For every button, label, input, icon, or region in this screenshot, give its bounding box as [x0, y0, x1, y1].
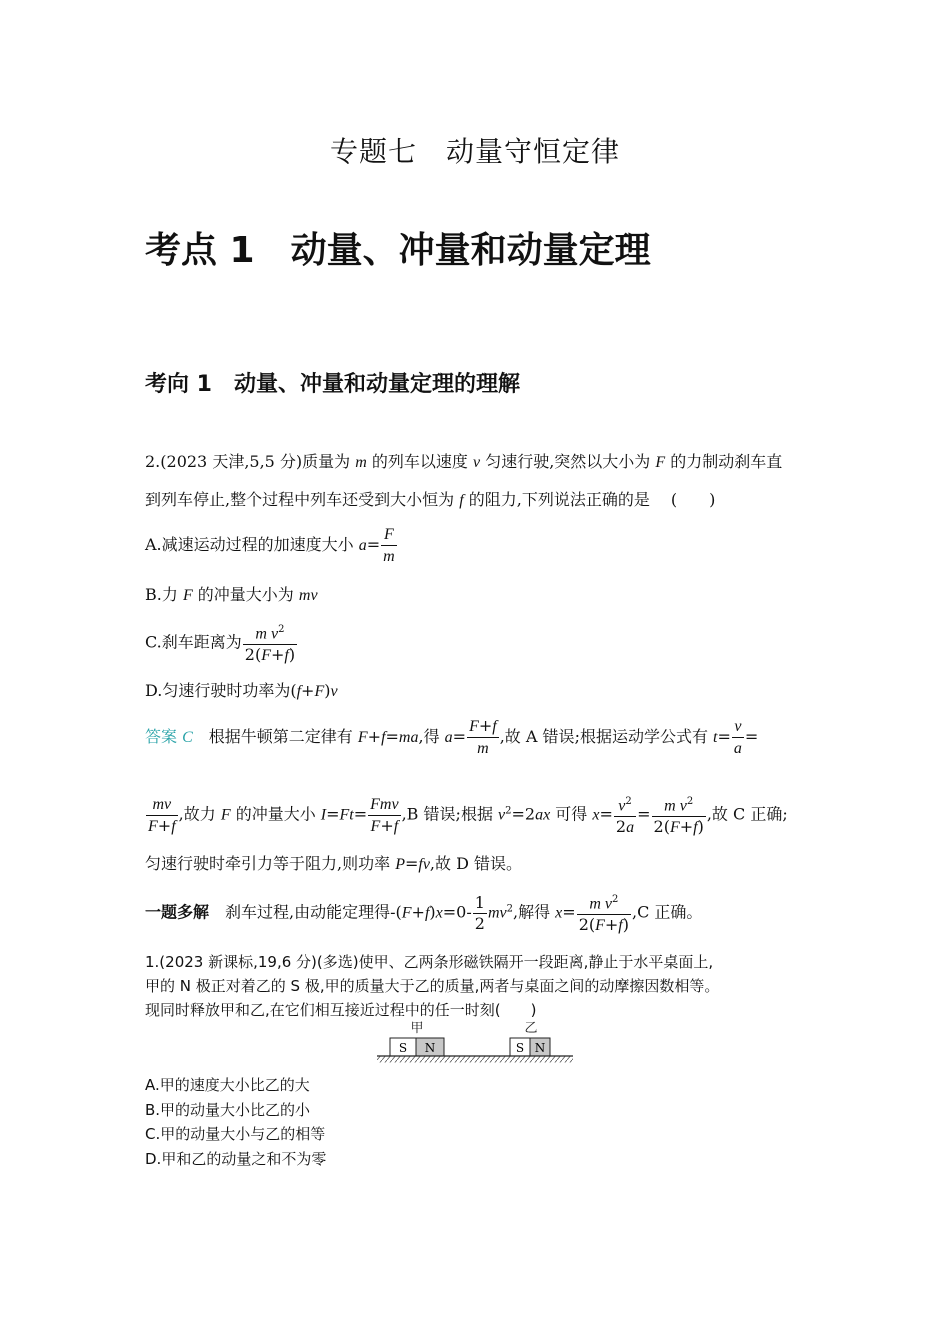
answer-label: 答案 — [145, 727, 178, 746]
multi-solution-label: 一题多解 — [145, 902, 210, 922]
magnet-figure — [377, 1018, 573, 1066]
subsection-title: 考向 1 动量、冲量和动量定理的理解 — [145, 372, 520, 397]
magnet-diagram — [377, 1018, 573, 1066]
q1-option-b: B.甲的动量大小比乙的小 — [145, 1100, 311, 1119]
q2-answer-line1: 答案 C 根据牛顿第二定律有 F+f=ma,得 a= $\frac{F+f}{m}$ ,故 A 错误;根据运动学公式有 t= $\frac{v}{a}$ = — [145, 716, 759, 757]
svg-text:S: S — [398, 1041, 408, 1055]
svg-text:N: N — [424, 1041, 436, 1055]
q1-option-c: C.甲的动量大小与乙的相等 — [145, 1125, 326, 1143]
q1-option-d: D.甲和乙的动量之和不为零 — [145, 1149, 327, 1168]
q2-stem-line1: 2.(2023 天津,5,5 分)质量为 m 的列车以速度 v 匀速行驶,突然以大小为 F 的力制动刹车直 — [145, 452, 783, 471]
q2-answer-line3: 匀速行驶时牵引力等于阻力,则功率 P=fv,故 D 错误。 — [145, 854, 523, 873]
q2-option-b: B.力 F 的冲量大小为 mv — [145, 585, 318, 604]
magnet-a-label: 甲 — [410, 1021, 424, 1036]
q2-multi-solution: 一题多解 刹车过程,由动能定理得-(F+f)x=0- $\frac{1}{2}$ $mv^2$,解得 x= $\frac{m v^2}{2(F+f)}$ ,C 正确。 — [145, 890, 702, 936]
svg-text:N: N — [534, 1041, 546, 1055]
table-hatching — [377, 1057, 573, 1063]
section-title: 考点 1 动量、冲量和动量定理 — [145, 230, 651, 271]
q2-answer-line2: $\frac{mv}{F+f}$ ,故力 F 的冲量大小 I=Ft= $\frac{\text{Fmv}}{F+f}$ ,B 错误;根据 $v^2=2ax$ 可得 x= $\frac{v^2}{2a}$ = $\frac{m v^2}{2(F+f)}$ ,故 C 正确; — [145, 792, 788, 838]
q2-stem-line2: 到列车停止,整个过程中列车还受到大小恒为 f 的阻力,下列说法正确的是 ( ) — [145, 490, 716, 509]
q1-options — [145, 1073, 326, 1171]
topic-title: 专题七 动量守恒定律 — [329, 135, 620, 168]
svg-text:S: S — [515, 1041, 525, 1055]
q2-option-a: A.减速运动过程的加速度大小 a= $\frac{F}{m}$ — [145, 526, 395, 565]
q1-option-a: A.甲的速度大小比乙的大 — [145, 1076, 310, 1094]
q2-option-d: D.匀速行驶时功率为(f+F)v — [145, 681, 338, 700]
q1-stem: 1.(2023 新课标,19,6 分)(多选)使甲、乙两条形磁铁隔开一段距离,静止于水平桌面上, 甲的 N 极正对着乙的 S 极,甲的质量大于乙的质量,两者与桌面之间的动摩擦因数相等。 现同时释放甲和乙,在它们相互接近过程中的任一时刻( ) — [145, 953, 720, 1019]
q2-option-c: C.刹车距离为 $\frac{m v^2}{2(F+f)}$ — [145, 620, 298, 666]
magnet-b-label: 乙 — [524, 1021, 538, 1036]
